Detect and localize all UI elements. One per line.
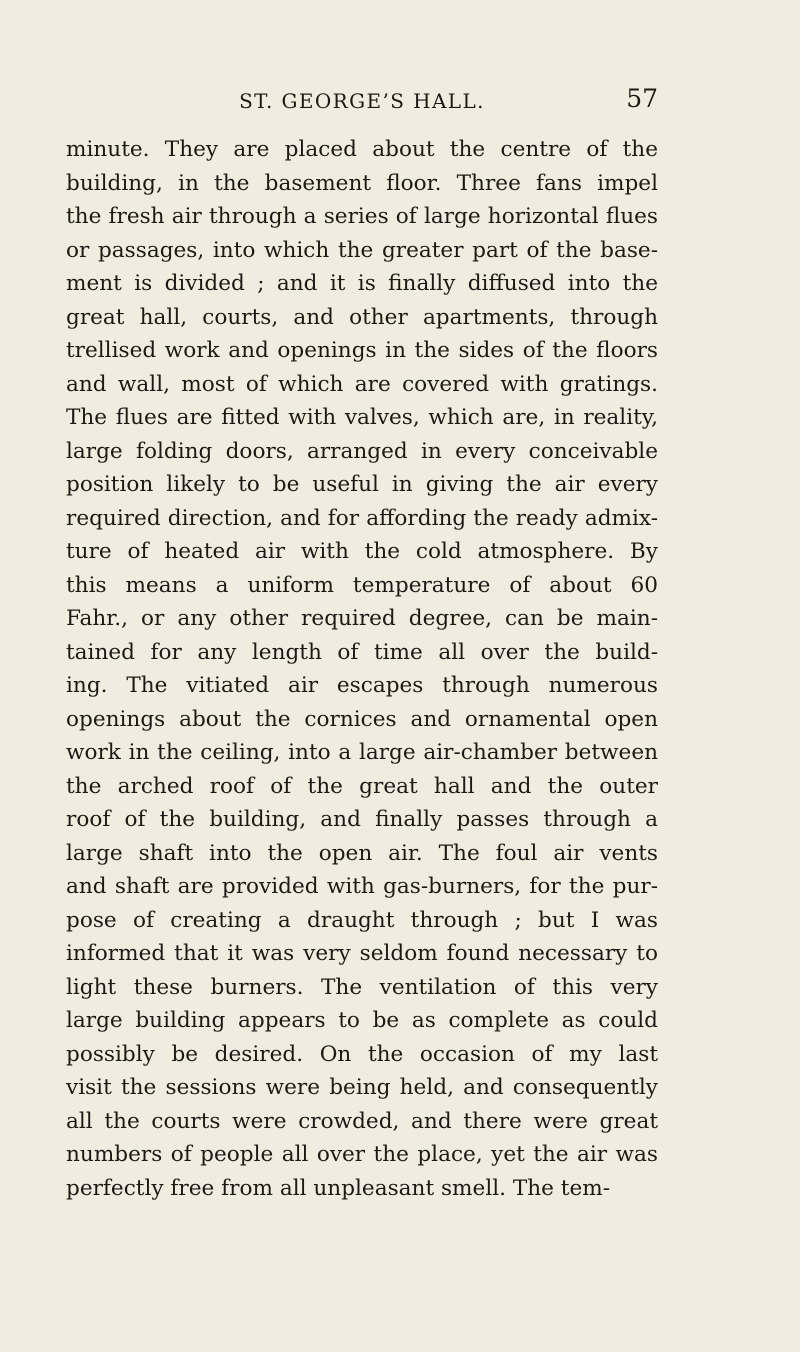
text-line: large shaft into the open air. The foul air vents <box>66 840 658 866</box>
body-text <box>66 133 658 1205</box>
text-line: trellised work and openings in the sides of the floors <box>66 338 658 363</box>
text-line: pose of creating a draught through ; but I was <box>66 907 658 933</box>
text-line: perfectly free from all unpleasant smell. The tem- <box>66 1175 611 1201</box>
running-head <box>66 86 658 116</box>
text-line: building, in the basement floor. Three fans impel <box>66 170 658 196</box>
text-line: the arched roof of the great hall and the outer <box>66 773 658 799</box>
text-line: light these burners. The ventilation of this very <box>66 974 658 1000</box>
text-line: numbers of people all over the place, yet the air was <box>66 1142 658 1167</box>
text-line: this means a uniform temperature of about 60 <box>66 572 658 598</box>
text-line: required direction, and for affording the ready admix- <box>66 505 658 531</box>
text-line: large folding doors, arranged in every conceivable <box>66 438 658 464</box>
text-line: ture of heated air with the cold atmosphere. By <box>66 539 658 564</box>
text-line: The flues are fitted with valves, which are, in reality, <box>66 405 658 430</box>
text-line: roof of the building, and finally passes through a <box>66 807 658 832</box>
text-line: ing. The vitiated air escapes through numerous <box>66 673 658 698</box>
text-line: ment is divided ; and it is finally diffused into the <box>66 271 658 296</box>
text-line: or passages, into which the greater part of the base- <box>66 237 658 263</box>
text-line: openings about the cornices and ornamental open <box>66 706 658 732</box>
text-line: great hall, courts, and other apartments, through <box>66 304 658 330</box>
text-line: minute. They are placed about the centre of the <box>66 137 658 162</box>
text-line: tained for any length of time all over the build- <box>66 639 658 665</box>
text-line: position likely to be useful in giving the air every <box>66 472 658 497</box>
text-line: visit the sessions were being held, and consequently <box>66 1075 658 1100</box>
text-line: possibly be desired. On the occasion of my last <box>66 1041 658 1067</box>
text-line: all the courts were crowded, and there were great <box>66 1108 658 1134</box>
text-line: and wall, most of which are covered with gratings. <box>66 371 658 397</box>
running-title: ST. GEORGE’S HALL. <box>239 89 485 113</box>
text-line: large building appears to be as complete as could <box>66 1008 658 1033</box>
text-line: work in the ceiling, into a large air-chamber between <box>66 740 658 765</box>
text-line: the fresh air through a series of large horizontal flues <box>66 204 658 229</box>
text-line: and shaft are provided with gas-burners, for the pur- <box>66 874 658 899</box>
page-number: 57 <box>626 84 658 113</box>
text-line: Fahr., or any other required degree, can be main- <box>66 606 658 631</box>
text-line: informed that it was very seldom found necessary to <box>66 941 658 966</box>
